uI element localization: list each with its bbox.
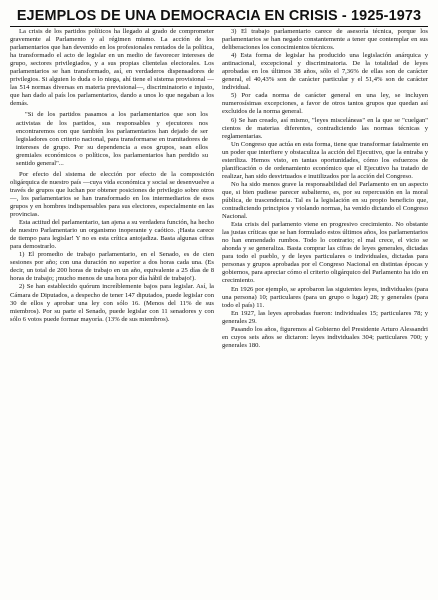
right-column	[222, 28, 428, 350]
paragraph: Un Congreso que actúa en esta forma, tiene que transformar fatalmente en un poder que interfiere y obstaculiza la acción del Ejecutivo, que la entraba y esteriliza. Hemos visto, en tantas oportunidades, cómo los esfuerzos de planificación o de ordenamiento económico que el Ejecutivo ha tratado de realizar, han sido desvirtuados e inutilizados por la acción del Congreso.	[222, 140, 428, 180]
paragraph: 4) Esta forma de legislar ha producido una legislación anárquica y antinacional, excepcional y discriminatoria. De la totalidad de leyes aprobadas en los últimos 38 años, sólo el 7,36% de ellas son de carácter general, el 40,43% son de carácter particular y el 51,4% son de carácter individual.	[222, 52, 428, 92]
left-column	[10, 28, 214, 324]
paragraph: 3) El trabajo parlamentario carece de asesoría técnica, porque los parlamentarios se han negado constantemente a tener que contemplar en sus deliberaciones los conocimientos técnicos.	[222, 28, 428, 52]
paragraph: 5) Por cada norma de carácter general en una ley, se incluyen numerosísimas excepciones, a favor de otros tantos grupos que quedan así excluidos de la norma general.	[222, 92, 428, 116]
paragraph: La crisis de los partidos políticos ha llegado al grado de comprometer gravemente al Parlamento y al régimen mismo. La acción de los parlamentarios que han devenido en los profesionales rentados de la política, ha transformado el acto de legislar en un medio de favorecer intereses de grupo, sectores privilegiados, y a sus propias clientelas electorales. Los parlamentarios se han transformado, así, en verdaderos dispensadores de privilegios. Si alguien lo duda o lo niega, ahí tiene el sistema provisional —las 514 normas diversas en materia previsional—, discriminatorio e injusto, que han dado al país los parlamentarios, dando a unos lo que negaban a los demás.	[10, 28, 214, 108]
title-bar	[10, 8, 428, 27]
page-title: EJEMPLOS DE UNA DEMOCRACIA EN CRISIS - 1925-1973	[16, 8, 422, 24]
paragraph: 2) Se han establecido quórum increíblemente bajos para legislar. Así, la Cámara de Diputados, a despecho de tener 147 diputados, puede legislar con 30 de ellos y aprobar una ley con sólo 16. (Menos del 11% de sus miembros). Por su parte el Senado, puede legislar con 11 senadores y con sólo 6 votos puede formar mayoría. (13% de sus miembros).	[10, 283, 214, 323]
paragraph: Pasando los años, figuremos al Gobierno del Presidente Arturo Alessandri en cuyos seis años se dictaron: leyes individuales 304; particulares 700; y generales 180.	[222, 325, 428, 349]
quoted-paragraph: "Si de los partidos pasamos a los parlamentarios que son los activistas de los partidos, sus responsables y ejecutores nos encontraremos con que también los parlamentarios han dejado de ser legisladores con criterio nacional, para transformarse en tramitadores de intereses de grupo. Por su dependencia a esos grupos, sean ellos gremiales económicos o políticos, los parlamentarios han perdido su sentido general"...	[16, 111, 208, 167]
paragraph: En 1926 por ejemplo, se aprobaron las siguientes leyes, individuales (para una persona) 10; particulares (para un grupo o lugar) 28; y generales (para todo el país) 11.	[222, 285, 428, 309]
paragraph: Esta actitud del parlamentario, tan ajena a su verdadera función, ha hecho de nuestro Parlamentario un organismo inoperante y caótico. ¡Hasta carece de tiempo para legislar! Y no es esta crítica antojadiza. Basta algunas cifras para demostrarlo.	[10, 219, 214, 251]
paragraph: Por efecto del sistema de elección por efecto de la composición oligárquica de nuestro país —cuya vida económica y social se desenvuelve a través de grupos que luchan por obtener posiciones de privilegio sobre otros—, los parlamentarios se han transformado en los intermediarios de esos grupos y en hombres indispensables para sus electores, especialmente en las provincias.	[10, 170, 214, 219]
paragraph: 1) El promedio de trabajo parlamentario, en el Senado, es de cien sesiones por año; con una duración no superior a dos horas cada una. (Es decir, un total de 200 horas de trabajo en un año, equivalente a 25 días de 8 horas de trabajo; ¡mucho menos de una hora por día hábil de trabajo!).	[10, 251, 214, 283]
paragraph: Esta crisis del parlamento viene en progresivo crecimiento. No obstante las justas críticas que se han formulado estos últimos años, los parlamentarios no han enmendado rumbos. Todo lo contrario; el mal crece, el vicio se ahonda y se generaliza. Basta comprar las cifras de leyes generales, dictadas para todo el pueblo, y de leyes particulares o individuales, dictadas para personas y grupos aprobadas por el Congreso Nacional en distintas épocas y gobiernos, para apreciar cómo el criterio oligárquico del Parlamento ha ido en crecimiento.	[222, 221, 428, 285]
paragraph: 6) Se han creado, así mismo, "leyes misceláneas" en la que se "cuelgan" cientos de materias diferentes, contradiciendo las normas técnicas y reglamentarias.	[222, 116, 428, 140]
paragraph: No ha sido menos grave la responsabilidad del Parlamento en un aspecto que, si bien pudiese parecer subalterno, es, por su repercusión en la moral pública, de trascendencia. Tal es la legislación en su propio beneficio que, contradiciendo principios y violando normas, ha venido dictando el Congreso Nacional.	[222, 180, 428, 221]
paragraph: En 1927, las leyes aprobadas fueron: individuales 15; particulares 78; y generales 29.	[222, 309, 428, 325]
